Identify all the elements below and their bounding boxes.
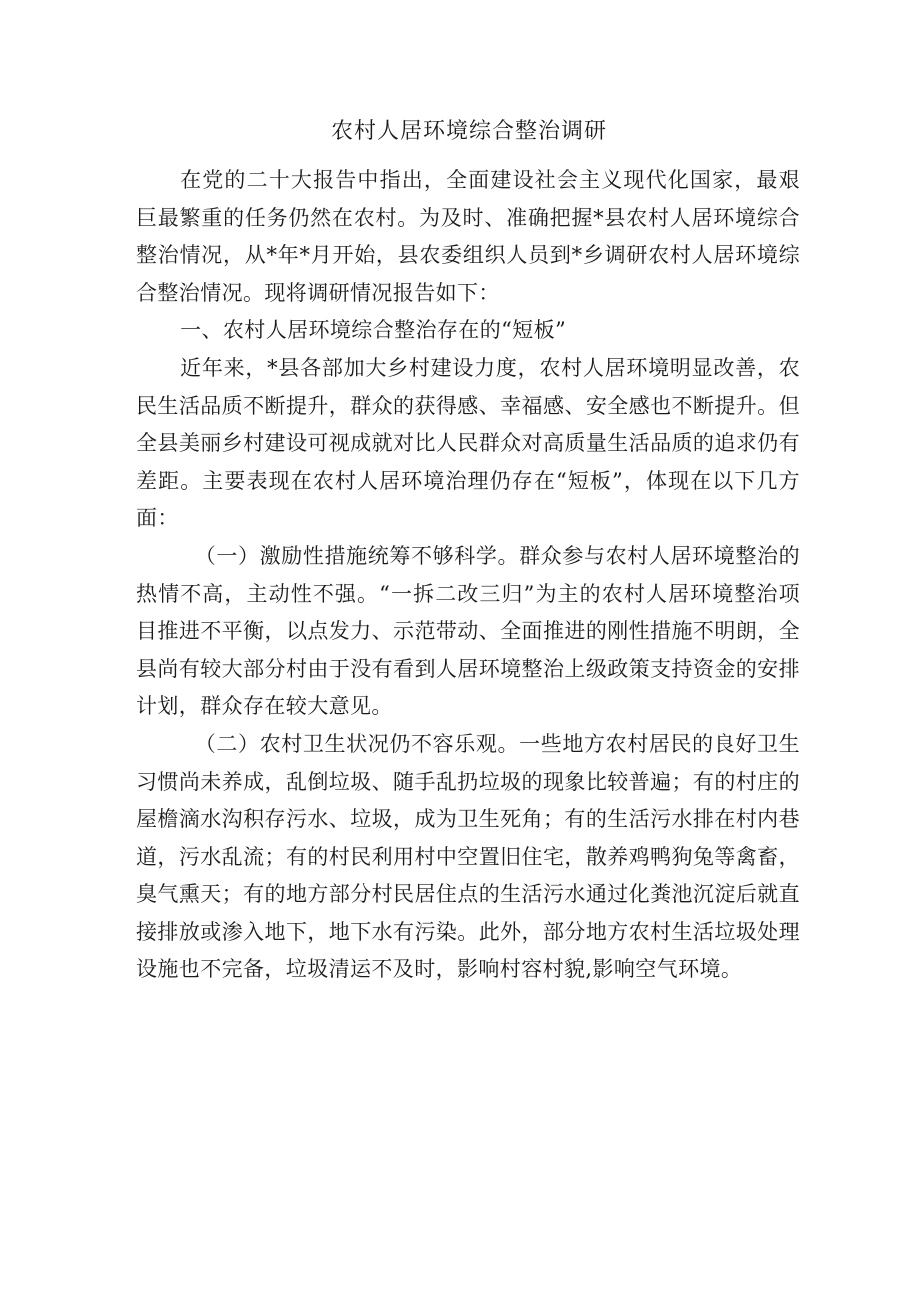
list-item-1: （一）激励性措施统筹不够科学。群众参与农村人居环境整治的热情不高，主动性不强。“一拆二改三归”为主的农村人居环境整治项目推进不平衡，以点发力、示范带动、全面推进的刚性措施不明朗，全县尚有较大部分村由于没有看到人居环境整治上级政策支持资金的安排计划，群众存在较大意见。 [136,543,800,719]
section-paragraph-1: 近年来，*县各部加大乡村建设力度，农村人居环境明显改善，农民生活品质不断提升，群众的获得感、幸福感、安全感也不断提升。但全县美丽乡村建设可视成就对比人民群众对高质量生活品质的追求仍有差距。主要表现在农村人居环境治理仍存在“短板”，体现在以下几方面： [136,355,800,531]
list-item-2: （二）农村卫生状况仍不容乐观。一些地方农村居民的良好卫生习惯尚未养成，乱倒垃圾、随手乱扔垃圾的现象比较普遍；有的村庄的屋檐滴水沟积存污水、垃圾，成为卫生死角；有的生活污水排在村内巷道，污水乱流；有的村民利用村中空置旧住宅，散养鸡鸭狗兔等禽畜，臭气熏天；有的地方部分村民居住点的生活污水通过化粪池沉淀后就直接排放或渗入地下，地下水有污染。此外，部分地方农村生活垃圾处理设施也不完备，垃圾清运不及时，影响村容村貌,影响空气环境。 [136,731,800,982]
document-title: 农村人居环境综合整治调研 [330,119,607,144]
intro-paragraph: 在党的二十大报告中指出，全面建设社会主义现代化国家，最艰巨最繁重的任务仍然在农村。为及时、准确把握*县农村人居环境综合整治情况，从*年*月开始，县农委组织人员到*乡调研农村人居环境综合整治情况。现将调研情况报告如下： [136,168,800,305]
section-heading-1: 一、农村人居环境综合整治存在的“短板” [180,318,567,343]
document-body [136,112,800,989]
